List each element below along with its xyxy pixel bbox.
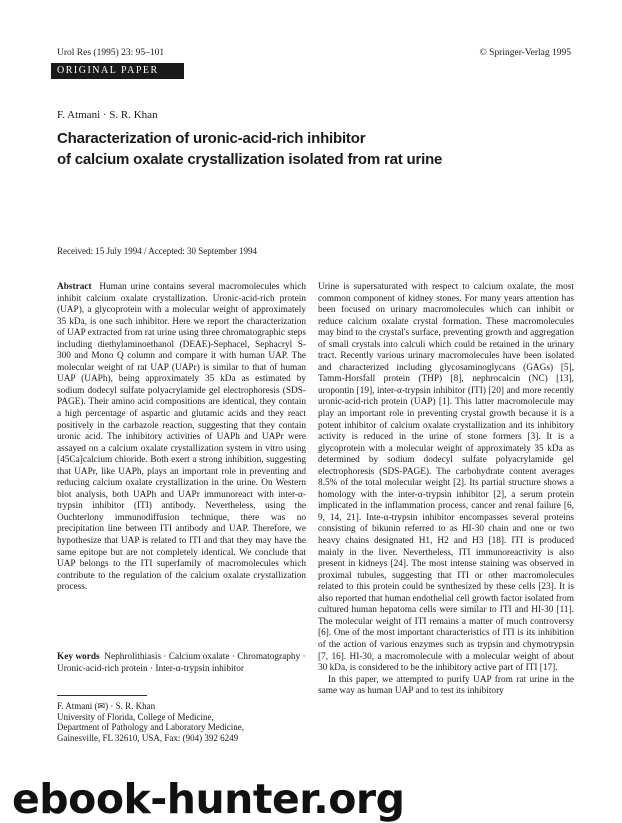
abstract-text: Human urine contains several macromolecules which inhibit calcium oxalate crystallization. Uronic-acid-rich protein (UAP), a glycoprotein with a molecular weight of approximately 35 kDa, is one such inhibitor. Here we report the characterization of UAP extracted from rat urine using three chromatographic steps including diethylaminoethanol (DEAE)-Sephacel, Sephacryl S-300 and Mono Q column and compare it with human UAP. The molecular weight of rat UAP (UAPr) is similar to that of human UAP (UAPh), being approximately 35 kDa as estimated by sodium dodecyl sulfate polyacrylamide gel electrophoresis (SDS-PAGE). Their amino acid compositions are identical, they contain a high percentage of aspartic and glutamic acids and they react positively in the carbazole reaction, suggesting that they contain uronic acid. The inhibitory activities of UAPh and UAPr were assayed on a calcium oxalate crystallization system in vitro using [45Ca]calcium chloride. Both exert a strong inhibition, suggesting that UAPr, like UAPh, plays an important role in preventing and reducing calcium oxalate crystallization in the urine. On Western blot analysis, both UAPh and UAPr immunoreact with inter-α-trypsin inhibitor (ITI) antibody. Nevertheless, using the Ouchterlony immunodiffusion technique, there was no precipitation line between ITI antibody and UAP. Therefore, we hypothesize that UAP is related to ITI and that they may have the same epitope but are not completely identical. We conclude that UAP belongs to the ITI superfamily of macromolecules which contribute to the regulation of the calcium oxalate crystallization process. [57, 282, 306, 593]
watermark-text: ebook-hunter.org [12, 775, 405, 823]
footnote-divider [57, 695, 147, 696]
introduction-section [318, 282, 574, 698]
author-affiliation [57, 701, 306, 743]
author-list: F. Atmani · S. R. Khan [57, 109, 158, 121]
affiliation-name: F. Atmani (✉) · S. R. Khan [57, 701, 156, 711]
title-line-2: of calcium oxalate crystallization isolated from rat urine [57, 151, 443, 168]
copyright-notice: © Springer-Verlag 1995 [479, 48, 571, 58]
journal-citation: Urol Res (1995) 23: 95–101 [57, 48, 165, 58]
affiliation-line-1: University of Florida, College of Medicine, [57, 711, 214, 722]
title-line-1: Characterization of uronic-acid-rich inhibitor [57, 130, 366, 147]
introduction-paragraph-1: Urine is supersaturated with respect to calcium oxalate, the most common component of kidney stones. For many years attention has been focused on urinary macromolecules which can inhibit or reduce calcium oxalate crystal formation. These macromolecules may bind to the crystal's surface, preventing growth and aggregation of small crystals into calculi which could be retained in the urinary tract. Recently various urinary macromolecules have been isolated and characterized including glycosaminoglycans (GAGs) [5], Tamm-Horsfall protein (THP) [8], nephrocalcin (NC) [13], uropontin [19], inter-α-trypsin inhibitor (ITI) [20] and more recently uronic-acid-rich protein (UAP) [1]. This latter macromolecule may play an important role in preventing crystal growth because it is a potent inhibitor of calcium oxalate crystallization and its inhibitory activity is reduced in the urine of stone formers [3]. It is a glycoprotein with a molecular weight of approximately 35 kDa as determined by sodium dodecyl sulfate polyacrylamide gel electrophoresis (SDS-PAGE). The carbohydrate content averages 8.5% of the total molecular weight [2]. Its partial structure shows a homology with the inter-α-trypsin inhibitor [2], a serum protein implicated in the inflammation process, cancer and renal failure [6, 9, 14, 21]. Inte-α-trypsin inhibitor encompasses several proteins consisting of bikunin referred to as HI-30 chain and one or two heavy chains designated H1, H2 and H3 [18]. ITI is produced mainly in the liver. Nevertheless, ITI immunoreactivity is also present in kidneys [24]. The most intense staining was observed in proximal tubules, suggesting that ITI or other macromolecules related to this protein could be synthesized by these cells [23]. It is also reported that human endothelial cell growth factor isolated from cultured human hepatoma cells were similar to ITI and HI-30 [11]. The molecular weight of ITI remains a matter of much controversy [6]. One of the most important characteristics of ITI is its inhibition of the action of various enzymes such as trypsin and chymotrypsin [7, 16]. HI-30, a macromolecule with a molecular weight of about 30 kDa, is considered to be the inhibitory active part of ITI [17]. [318, 282, 574, 674]
affiliation-line-3: Gainesville, FL 32610, USA, Fax: (904) 392 6249 [57, 732, 239, 743]
keywords-text: Nephrolithiasis · Calcium oxalate · Chromatography · Uronic-acid-rich protein · Inter-α-trypsin inhibitor [57, 652, 306, 674]
received-accepted-dates: Received: 15 July 1994 / Accepted: 30 September 1994 [57, 246, 257, 256]
keywords-section [57, 652, 306, 675]
affiliation-line-2: Department of Pathology and Laboratory Medicine, [57, 722, 244, 733]
abstract-label: Abstract [57, 282, 92, 292]
abstract-section [57, 282, 306, 594]
article-type-banner: ORIGINAL PAPER [51, 63, 184, 79]
introduction-paragraph-2: In this paper, we attempted to purify UAP from rat urine in the same way as human UAP and to test its inhibitory [318, 674, 574, 697]
keywords-label: Key words [57, 652, 100, 662]
article-title [57, 128, 577, 170]
